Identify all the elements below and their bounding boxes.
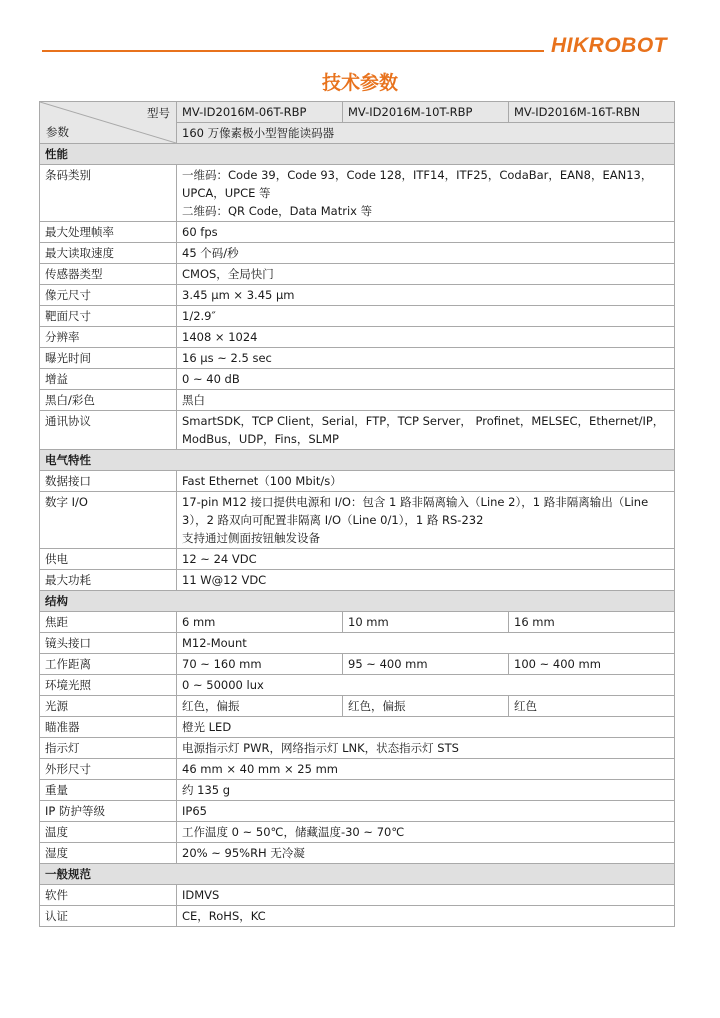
section-title: 结构 <box>40 591 675 612</box>
table-row <box>40 570 675 591</box>
row-label: 最大处理帧率 <box>40 222 177 243</box>
table-row <box>40 696 675 717</box>
table-row <box>40 738 675 759</box>
row-value: 16 μs ~ 2.5 sec <box>177 348 675 369</box>
row-value <box>177 165 675 222</box>
table-row <box>40 675 675 696</box>
row-value: 0 ~ 40 dB <box>177 369 675 390</box>
row-label: 最大读取速度 <box>40 243 177 264</box>
row-label: 传感器类型 <box>40 264 177 285</box>
model-10t: MV-ID2016M-10T-RBP <box>343 102 509 123</box>
row-label: 光源 <box>40 696 177 717</box>
row-value: CMOS，全局快门 <box>177 264 675 285</box>
table-row <box>40 549 675 570</box>
table-row <box>40 306 675 327</box>
io-description: 17-pin M12 接口提供电源和 I/O：包含 1 路非隔离输入（Line 2），1 路非隔离输出（Line 3），2 路双向可配置非隔离 I/O（Line 0/1），1 路 RS-232 <box>182 495 649 527</box>
row-label: 湿度 <box>40 843 177 864</box>
section-title: 电气特性 <box>40 450 675 471</box>
product-description: 160 万像素极小型智能读码器 <box>177 123 675 144</box>
row-label: 认证 <box>40 906 177 927</box>
table-row <box>40 612 675 633</box>
row-label: 最大功耗 <box>40 570 177 591</box>
row-value: 70 ~ 160 mm <box>177 654 343 675</box>
row-value: 1/2.9″ <box>177 306 675 327</box>
section-general <box>40 864 675 885</box>
row-label: 曝光时间 <box>40 348 177 369</box>
table-row <box>40 906 675 927</box>
row-value: 60 fps <box>177 222 675 243</box>
row-value: IDMVS <box>177 885 675 906</box>
section-electrical <box>40 450 675 471</box>
table-row <box>40 780 675 801</box>
table-row <box>40 471 675 492</box>
row-label: 工作距离 <box>40 654 177 675</box>
param-header-label: 参数 <box>46 125 69 139</box>
row-label: 瞄准器 <box>40 717 177 738</box>
row-label: 数据接口 <box>40 471 177 492</box>
row-label: IP 防护等级 <box>40 801 177 822</box>
row-value: Fast Ethernet（100 Mbit/s） <box>177 471 675 492</box>
row-value: 11 W@12 VDC <box>177 570 675 591</box>
page-title: 技术参数 <box>321 72 398 94</box>
table-row <box>40 654 675 675</box>
row-label: 指示灯 <box>40 738 177 759</box>
row-label: 分辨率 <box>40 327 177 348</box>
table-row <box>40 165 675 222</box>
row-label: 通讯协议 <box>40 411 177 450</box>
row-value: 6 mm <box>177 612 343 633</box>
table-row <box>40 633 675 654</box>
row-label: 重量 <box>40 780 177 801</box>
row-label: 软件 <box>40 885 177 906</box>
table-row <box>40 885 675 906</box>
table-row <box>40 822 675 843</box>
table-row <box>40 369 675 390</box>
row-value: 电源指示灯 PWR，网络指示灯 LNK，状态指示灯 STS <box>177 738 675 759</box>
row-value: 100 ~ 400 mm <box>509 654 675 675</box>
table-row <box>40 285 675 306</box>
row-value: SmartSDK，TCP Client，Serial，FTP，TCP Server， Profinet，MELSEC，Ethernet/IP，ModBus，UDP，Fins，SLMP <box>177 411 675 450</box>
model-06t: MV-ID2016M-06T-RBP <box>177 102 343 123</box>
row-label: 条码类别 <box>40 165 177 222</box>
table-row <box>40 492 675 549</box>
row-value: 20% ~ 95%RH 无冷凝 <box>177 843 675 864</box>
spec-table <box>39 101 675 927</box>
row-label: 供电 <box>40 549 177 570</box>
row-label: 增益 <box>40 369 177 390</box>
table-row <box>40 348 675 369</box>
row-label: 黑白/彩色 <box>40 390 177 411</box>
row-value: 0 ~ 50000 lux <box>177 675 675 696</box>
header-divider <box>42 50 544 52</box>
row-label: 温度 <box>40 822 177 843</box>
model-header-label: 型号 <box>147 106 170 120</box>
table-row <box>40 759 675 780</box>
row-label: 靶面尺寸 <box>40 306 177 327</box>
table-row <box>40 243 675 264</box>
row-value: 橙光 LED <box>177 717 675 738</box>
row-label: 像元尺寸 <box>40 285 177 306</box>
row-value: 1408 × 1024 <box>177 327 675 348</box>
model-row <box>40 102 675 123</box>
brand-logo: HIKROBOT <box>551 34 667 57</box>
barcode-2d: 二维码：QR Code，Data Matrix 等 <box>182 204 373 218</box>
table-row <box>40 264 675 285</box>
io-button-trigger: 支持通过侧面按钮触发设备 <box>182 531 320 545</box>
row-label: 镜头接口 <box>40 633 177 654</box>
table-row <box>40 327 675 348</box>
section-performance <box>40 144 675 165</box>
table-row <box>40 222 675 243</box>
barcode-1d: 一维码：Code 39，Code 93，Code 128，ITF14，ITF25，CodaBar，EAN8，EAN13，UPCA，UPCE 等 <box>182 168 653 200</box>
row-value: 16 mm <box>509 612 675 633</box>
model-16t: MV-ID2016M-16T-RBN <box>509 102 675 123</box>
row-value: IP65 <box>177 801 675 822</box>
row-value: 红色，偏振 <box>177 696 343 717</box>
table-row <box>40 390 675 411</box>
row-value: 12 ~ 24 VDC <box>177 549 675 570</box>
row-value: 3.45 μm × 3.45 μm <box>177 285 675 306</box>
row-value: 黑白 <box>177 390 675 411</box>
row-value: 红色 <box>509 696 675 717</box>
row-value <box>177 492 675 549</box>
row-value: 95 ~ 400 mm <box>343 654 509 675</box>
table-row <box>40 843 675 864</box>
section-structure <box>40 591 675 612</box>
section-title: 性能 <box>40 144 675 165</box>
row-label: 环境光照 <box>40 675 177 696</box>
table-row <box>40 411 675 450</box>
row-value: CE，RoHS，KC <box>177 906 675 927</box>
table-row <box>40 717 675 738</box>
row-label: 焦距 <box>40 612 177 633</box>
row-label: 外形尺寸 <box>40 759 177 780</box>
row-value: 约 135 g <box>177 780 675 801</box>
row-value: 45 个码/秒 <box>177 243 675 264</box>
row-value: M12-Mount <box>177 633 675 654</box>
row-value: 工作温度 0 ~ 50℃，储藏温度-30 ~ 70℃ <box>177 822 675 843</box>
row-value: 46 mm × 40 mm × 25 mm <box>177 759 675 780</box>
header-corner-cell <box>40 102 177 144</box>
row-value: 10 mm <box>343 612 509 633</box>
row-value: 红色，偏振 <box>343 696 509 717</box>
row-label: 数字 I/O <box>40 492 177 549</box>
section-title: 一般规范 <box>40 864 675 885</box>
table-row <box>40 801 675 822</box>
